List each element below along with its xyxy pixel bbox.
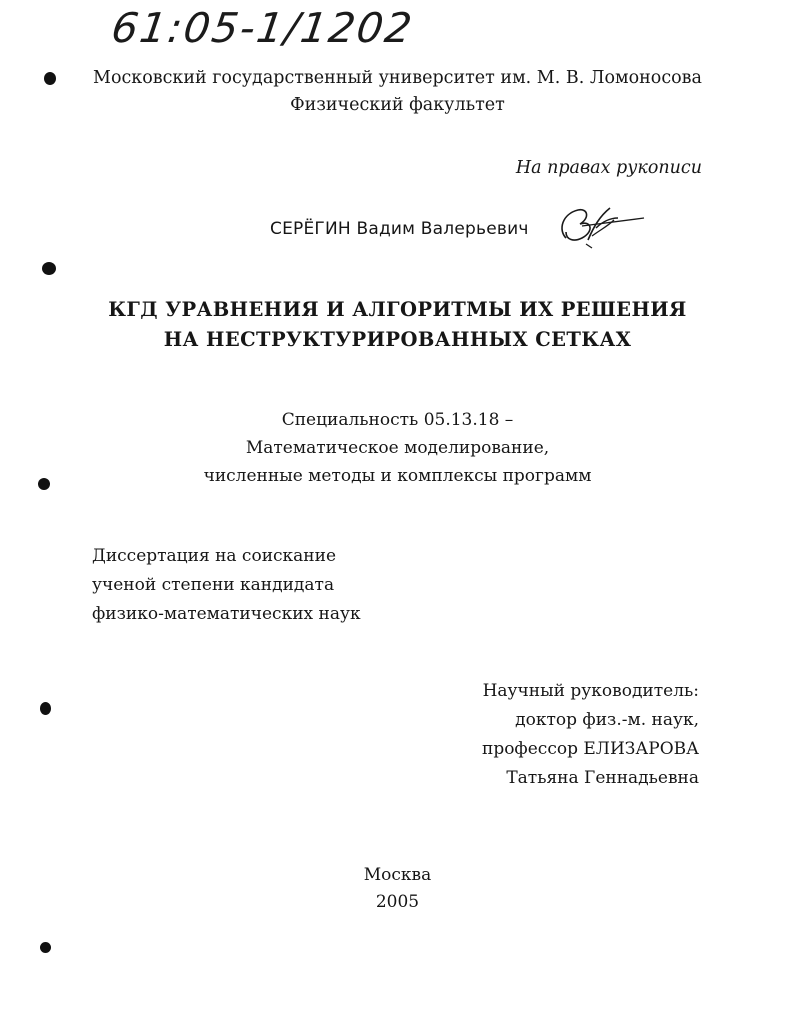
binder-mark xyxy=(42,262,56,275)
thesis-title-line-1: КГД УРАВНЕНИЯ И АЛГОРИТМЫ ИХ РЕШЕНИЯ xyxy=(108,298,687,321)
specialty-name-1: Математическое моделирование, xyxy=(245,438,550,458)
dissertation-line-3: физико-математических наук xyxy=(92,604,361,624)
supervisor-block xyxy=(482,677,699,793)
manuscript-rights: На правах рукописи xyxy=(515,158,702,178)
dissertation-line-2: ученой степени кандидата xyxy=(92,575,335,595)
supervisor-title-surname: профессор ЕЛИЗАРОВА xyxy=(481,739,699,759)
faculty-name: Физический факультет xyxy=(290,95,505,115)
supervisor-degree: доктор физ.-м. наук, xyxy=(515,710,699,730)
specialty-code: Специальность 05.13.18 – xyxy=(281,410,514,430)
binder-mark xyxy=(40,702,51,715)
supervisor-given-names: Татьяна Геннадьевна xyxy=(506,768,699,788)
supervisor-label: Научный руководитель: xyxy=(482,681,699,701)
city: Москва xyxy=(363,865,432,885)
dissertation-line-1: Диссертация на соискание xyxy=(92,546,337,566)
thesis-title-line-2: НА НЕСТРУКТУРИРОВАННЫХ СЕТКАХ xyxy=(163,328,632,351)
university-name: Московский государственный университет им. М. В. Ломоносова xyxy=(93,68,702,88)
dissertation-description xyxy=(92,542,361,629)
author-name: СЕРЁГИН Вадим Валерьевич xyxy=(270,219,529,239)
year: 2005 xyxy=(375,892,420,912)
binder-mark xyxy=(40,942,51,953)
archive-code-handwritten: 61:05-1/1202 xyxy=(108,4,417,52)
specialty-name-2: численные методы и комплексы программ xyxy=(203,466,592,486)
author-signature xyxy=(552,200,652,254)
